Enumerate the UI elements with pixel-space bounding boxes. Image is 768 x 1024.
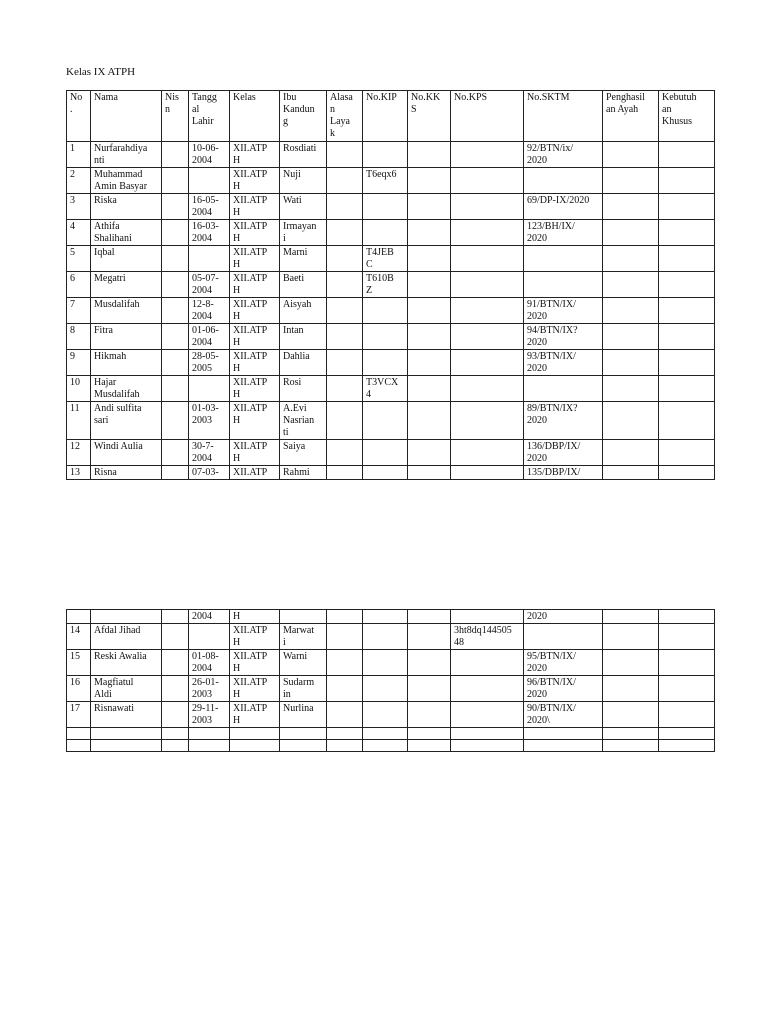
table-cell: Hajar Musdalifah: [91, 376, 162, 402]
table-cell: [327, 220, 363, 246]
column-header: Ibu Kandun g: [280, 91, 327, 142]
table-cell: [327, 168, 363, 194]
table-cell: [162, 466, 189, 480]
table-cell: [659, 624, 715, 650]
table-cell: [327, 610, 363, 624]
table-cell: [603, 272, 659, 298]
table-cell: [189, 246, 230, 272]
table-cell: XII.ATP H: [230, 650, 280, 676]
table-row: [67, 350, 715, 376]
table-cell: [603, 624, 659, 650]
table-cell: [659, 440, 715, 466]
table-cell: [408, 194, 451, 220]
table-cell: [67, 740, 91, 752]
table-cell: Nurlina: [280, 702, 327, 728]
table-cell: 29-11- 2003: [189, 702, 230, 728]
table-cell: [327, 142, 363, 168]
table-cell: XII.ATP H: [230, 220, 280, 246]
table-cell: 15: [67, 650, 91, 676]
table-cell: 94/BTN/IX? 2020: [524, 324, 603, 350]
table-cell: [659, 610, 715, 624]
table-cell: Riska: [91, 194, 162, 220]
table-cell: [363, 676, 408, 702]
table-row: [67, 220, 715, 246]
table-cell: [327, 728, 363, 740]
table-cell: [603, 466, 659, 480]
table-cell: [603, 728, 659, 740]
table-cell: 01-08- 2004: [189, 650, 230, 676]
table-cell: [327, 702, 363, 728]
table-cell: 17: [67, 702, 91, 728]
table-cell: [162, 376, 189, 402]
table-cell: [408, 624, 451, 650]
table-cell: [603, 740, 659, 752]
table-cell: 26-01- 2003: [189, 676, 230, 702]
table-cell: Iqbal: [91, 246, 162, 272]
table-cell: [659, 402, 715, 440]
table-cell: 2: [67, 168, 91, 194]
table-cell: XII.ATP H: [230, 402, 280, 440]
table-cell: 10: [67, 376, 91, 402]
table-cell: 3ht8dq144505 48: [451, 624, 524, 650]
table-cell: [162, 350, 189, 376]
table-cell: [451, 246, 524, 272]
table-cell: [189, 376, 230, 402]
table-cell: Fitra: [91, 324, 162, 350]
table-cell: [230, 728, 280, 740]
table-cell: 3: [67, 194, 91, 220]
table-cell: 2004: [189, 610, 230, 624]
table-cell: 12-8- 2004: [189, 298, 230, 324]
table-cell: [451, 298, 524, 324]
table-cell: [524, 272, 603, 298]
table-cell: [659, 740, 715, 752]
column-header: No.KK S: [408, 91, 451, 142]
table-cell: Dahlia: [280, 350, 327, 376]
column-header: No.SKTM: [524, 91, 603, 142]
table-row: [67, 402, 715, 440]
table-cell: [603, 650, 659, 676]
column-header: Tangg al Lahir: [189, 91, 230, 142]
table-cell: 8: [67, 324, 91, 350]
table-cell: [408, 376, 451, 402]
table-cell: 16: [67, 676, 91, 702]
table-row: [67, 676, 715, 702]
table-cell: [603, 324, 659, 350]
table-cell: XII.ATP H: [230, 376, 280, 402]
table-cell: [91, 728, 162, 740]
table-cell: [327, 466, 363, 480]
table-cell: [451, 272, 524, 298]
table-cell: [189, 624, 230, 650]
table-cell: Athifa Shalihani: [91, 220, 162, 246]
table-row: [67, 610, 715, 624]
table-cell: [162, 272, 189, 298]
table-cell: XII.ATP H: [230, 624, 280, 650]
table-cell: [327, 350, 363, 376]
table-cell: [162, 610, 189, 624]
table-cell: [327, 298, 363, 324]
table-cell: [603, 702, 659, 728]
table-cell: [408, 650, 451, 676]
table-cell: Saiya: [280, 440, 327, 466]
table-cell: [327, 650, 363, 676]
table-cell: [524, 728, 603, 740]
column-header: Alasa n Laya k: [327, 91, 363, 142]
table-cell: 135/DBP/IX/: [524, 466, 603, 480]
table-cell: XII.ATP H: [230, 272, 280, 298]
table-cell: Andi sulfita sari: [91, 402, 162, 440]
table-cell: 90/BTN/IX/ 2020\: [524, 702, 603, 728]
table-cell: [91, 610, 162, 624]
table-cell: [162, 246, 189, 272]
table-cell: [451, 676, 524, 702]
table-cell: [659, 702, 715, 728]
table-cell: 95/BTN/IX/ 2020: [524, 650, 603, 676]
table-cell: [408, 402, 451, 440]
table-cell: [162, 676, 189, 702]
table-cell: 05-07- 2004: [189, 272, 230, 298]
table-cell: [162, 324, 189, 350]
table-cell: [327, 246, 363, 272]
table-cell: XII.ATP: [230, 466, 280, 480]
table-cell: [451, 402, 524, 440]
table-cell: Nurfarahdiya nti: [91, 142, 162, 168]
table-cell: [162, 194, 189, 220]
table-cell: [162, 298, 189, 324]
table-cell: [603, 376, 659, 402]
table-cell: [603, 168, 659, 194]
table-cell: 1: [67, 142, 91, 168]
table-row: [67, 298, 715, 324]
table-cell: 16-05- 2004: [189, 194, 230, 220]
table-row: [67, 466, 715, 480]
table-cell: 123/BH/IX/ 2020: [524, 220, 603, 246]
table-row: [67, 272, 715, 298]
table-row: [67, 194, 715, 220]
table-cell: [451, 220, 524, 246]
table-cell: [408, 740, 451, 752]
table-cell: [451, 142, 524, 168]
table-cell: Warni: [280, 650, 327, 676]
table-cell: [363, 142, 408, 168]
table-cell: [659, 298, 715, 324]
table-cell: Magfiatul Aldi: [91, 676, 162, 702]
column-header: No.KPS: [451, 91, 524, 142]
table-cell: 2020: [524, 610, 603, 624]
table-cell: 07-03-: [189, 466, 230, 480]
table-cell: [451, 728, 524, 740]
table-cell: [603, 402, 659, 440]
table-cell: [659, 466, 715, 480]
table-cell: [67, 728, 91, 740]
table-cell: Baeti: [280, 272, 327, 298]
table-cell: Risna: [91, 466, 162, 480]
table-cell: Intan: [280, 324, 327, 350]
table-cell: [603, 610, 659, 624]
table-cell: [230, 740, 280, 752]
table-cell: [659, 728, 715, 740]
table-cell: [659, 676, 715, 702]
document-title: Kelas IX ATPH: [66, 66, 136, 78]
table-cell: [162, 440, 189, 466]
table-cell: 5: [67, 246, 91, 272]
table-cell: [363, 728, 408, 740]
table-cell: T6eqx6: [363, 168, 408, 194]
table-cell: [280, 610, 327, 624]
table-cell: Nuji: [280, 168, 327, 194]
table-cell: 7: [67, 298, 91, 324]
table-cell: Musdalifah: [91, 298, 162, 324]
table-cell: [603, 142, 659, 168]
table-cell: [408, 324, 451, 350]
table-cell: [451, 350, 524, 376]
table-row: [67, 740, 715, 752]
table-cell: XII.ATP H: [230, 168, 280, 194]
table-cell: XII.ATP H: [230, 246, 280, 272]
table-row: [67, 324, 715, 350]
table-cell: [451, 650, 524, 676]
column-header: Penghasil an Ayah: [603, 91, 659, 142]
table-cell: [659, 376, 715, 402]
table-cell: [327, 402, 363, 440]
table-cell: [189, 740, 230, 752]
table-cell: [162, 650, 189, 676]
table-cell: [162, 402, 189, 440]
table-cell: Sudarm in: [280, 676, 327, 702]
table-cell: Marwat i: [280, 624, 327, 650]
table-cell: Hikmah: [91, 350, 162, 376]
table-cell: [91, 740, 162, 752]
table-cell: [162, 624, 189, 650]
table-cell: Afdal Jihad: [91, 624, 162, 650]
table-cell: [363, 194, 408, 220]
table-cell: 01-06- 2004: [189, 324, 230, 350]
student-table-page-2: [66, 609, 715, 752]
table-cell: [524, 624, 603, 650]
table-cell: [408, 676, 451, 702]
table-cell: [451, 466, 524, 480]
column-header: No.KIP: [363, 91, 408, 142]
table-cell: [659, 272, 715, 298]
table-cell: [327, 440, 363, 466]
table-cell: [603, 350, 659, 376]
table-cell: XII.ATP H: [230, 194, 280, 220]
table-cell: [280, 740, 327, 752]
table-cell: [659, 650, 715, 676]
table-cell: T610B Z: [363, 272, 408, 298]
table-row: [67, 650, 715, 676]
table-cell: 10-06- 2004: [189, 142, 230, 168]
table-cell: 92/BTN/ix/ 2020: [524, 142, 603, 168]
table-cell: [327, 324, 363, 350]
table-row: [67, 728, 715, 740]
column-header: Kebutuh an Khusus: [659, 91, 715, 142]
table-cell: H: [230, 610, 280, 624]
table-cell: [327, 624, 363, 650]
table-cell: 91/BTN/IX/ 2020: [524, 298, 603, 324]
table-row: [67, 702, 715, 728]
table-cell: [603, 440, 659, 466]
table-cell: [327, 194, 363, 220]
table-cell: [363, 440, 408, 466]
table-cell: [363, 740, 408, 752]
table-cell: Rosdiati: [280, 142, 327, 168]
table-cell: XII.ATP H: [230, 298, 280, 324]
column-header: Nis n: [162, 91, 189, 142]
table-cell: Risnawati: [91, 702, 162, 728]
table-row: [67, 376, 715, 402]
table-cell: [363, 624, 408, 650]
table-cell: Rosi: [280, 376, 327, 402]
table-cell: Marni: [280, 246, 327, 272]
table-cell: [162, 220, 189, 246]
table-cell: [327, 676, 363, 702]
table-cell: 69/DP-IX/2020: [524, 194, 603, 220]
table-cell: [603, 246, 659, 272]
table-cell: [524, 740, 603, 752]
table-cell: 14: [67, 624, 91, 650]
table-cell: 16-03- 2004: [189, 220, 230, 246]
table-cell: [162, 142, 189, 168]
table-cell: [363, 650, 408, 676]
table-cell: [451, 440, 524, 466]
table-cell: [162, 702, 189, 728]
table-cell: [327, 376, 363, 402]
table-cell: Wati: [280, 194, 327, 220]
table-cell: [408, 702, 451, 728]
column-header: Nama: [91, 91, 162, 142]
table-cell: XII.ATP H: [230, 324, 280, 350]
table-cell: XII.ATP H: [230, 676, 280, 702]
table-cell: 6: [67, 272, 91, 298]
table-cell: 01-03- 2003: [189, 402, 230, 440]
table-cell: 30-7- 2004: [189, 440, 230, 466]
table-cell: 136/DBP/IX/ 2020: [524, 440, 603, 466]
table-cell: 4: [67, 220, 91, 246]
table-cell: [363, 350, 408, 376]
table-cell: [408, 728, 451, 740]
table-cell: T4JEB C: [363, 246, 408, 272]
table-row: [67, 142, 715, 168]
table-cell: [162, 168, 189, 194]
table-cell: [189, 728, 230, 740]
table-cell: [603, 194, 659, 220]
table-cell: [363, 466, 408, 480]
table-cell: 28-05- 2005: [189, 350, 230, 376]
table-cell: [603, 298, 659, 324]
table-cell: [408, 298, 451, 324]
table-cell: [408, 142, 451, 168]
table-row: [67, 168, 715, 194]
student-table-page-1: [66, 90, 715, 480]
table-cell: [327, 740, 363, 752]
table-cell: [67, 610, 91, 624]
table-cell: Reski Awalia: [91, 650, 162, 676]
table-cell: [603, 220, 659, 246]
table-cell: [408, 466, 451, 480]
table-cell: XII.ATP H: [230, 350, 280, 376]
table-cell: [408, 246, 451, 272]
table-cell: XII.ATP H: [230, 142, 280, 168]
table-cell: [451, 324, 524, 350]
table-cell: 9: [67, 350, 91, 376]
table-cell: Muhammad Amin Basyar: [91, 168, 162, 194]
column-header: Kelas: [230, 91, 280, 142]
table-cell: Rahmi: [280, 466, 327, 480]
table-cell: 89/BTN/IX? 2020: [524, 402, 603, 440]
table-cell: [524, 246, 603, 272]
table-cell: A.Evi Nasrian ti: [280, 402, 327, 440]
table-cell: [659, 246, 715, 272]
table-cell: [363, 402, 408, 440]
table-cell: [451, 740, 524, 752]
table-cell: [162, 740, 189, 752]
table-cell: [451, 610, 524, 624]
table-cell: 11: [67, 402, 91, 440]
table-cell: [659, 142, 715, 168]
table-cell: [659, 350, 715, 376]
table-cell: XII.ATP H: [230, 702, 280, 728]
table-cell: 96/BTN/IX/ 2020: [524, 676, 603, 702]
table-cell: Windi Aulia: [91, 440, 162, 466]
table-cell: [327, 272, 363, 298]
table-cell: [659, 324, 715, 350]
table-cell: [603, 676, 659, 702]
table-cell: [451, 376, 524, 402]
table-cell: 12: [67, 440, 91, 466]
table-cell: [524, 168, 603, 194]
table-header-row: [67, 91, 715, 142]
table-cell: [408, 610, 451, 624]
table-cell: XII.ATP H: [230, 440, 280, 466]
table-row: [67, 440, 715, 466]
table-cell: Aisyah: [280, 298, 327, 324]
table-cell: [659, 168, 715, 194]
table-row: [67, 624, 715, 650]
table-row: [67, 246, 715, 272]
table-cell: [524, 376, 603, 402]
table-cell: [451, 168, 524, 194]
table-cell: [363, 298, 408, 324]
table-cell: [189, 168, 230, 194]
column-header: No .: [67, 91, 91, 142]
table-cell: [408, 440, 451, 466]
table-cell: [408, 350, 451, 376]
table-cell: [280, 728, 327, 740]
table-cell: T3VCX 4: [363, 376, 408, 402]
table-cell: 13: [67, 466, 91, 480]
table-cell: [363, 610, 408, 624]
table-cell: [162, 728, 189, 740]
table-cell: [363, 220, 408, 246]
table-cell: Megatri: [91, 272, 162, 298]
table-cell: [408, 220, 451, 246]
table-cell: [451, 194, 524, 220]
table-cell: [659, 194, 715, 220]
table-cell: [408, 272, 451, 298]
table-cell: [408, 168, 451, 194]
table-cell: 93/BTN/IX/ 2020: [524, 350, 603, 376]
table-cell: [363, 702, 408, 728]
table-cell: [363, 324, 408, 350]
table-cell: [659, 220, 715, 246]
table-cell: Irmayan i: [280, 220, 327, 246]
table-cell: [451, 702, 524, 728]
